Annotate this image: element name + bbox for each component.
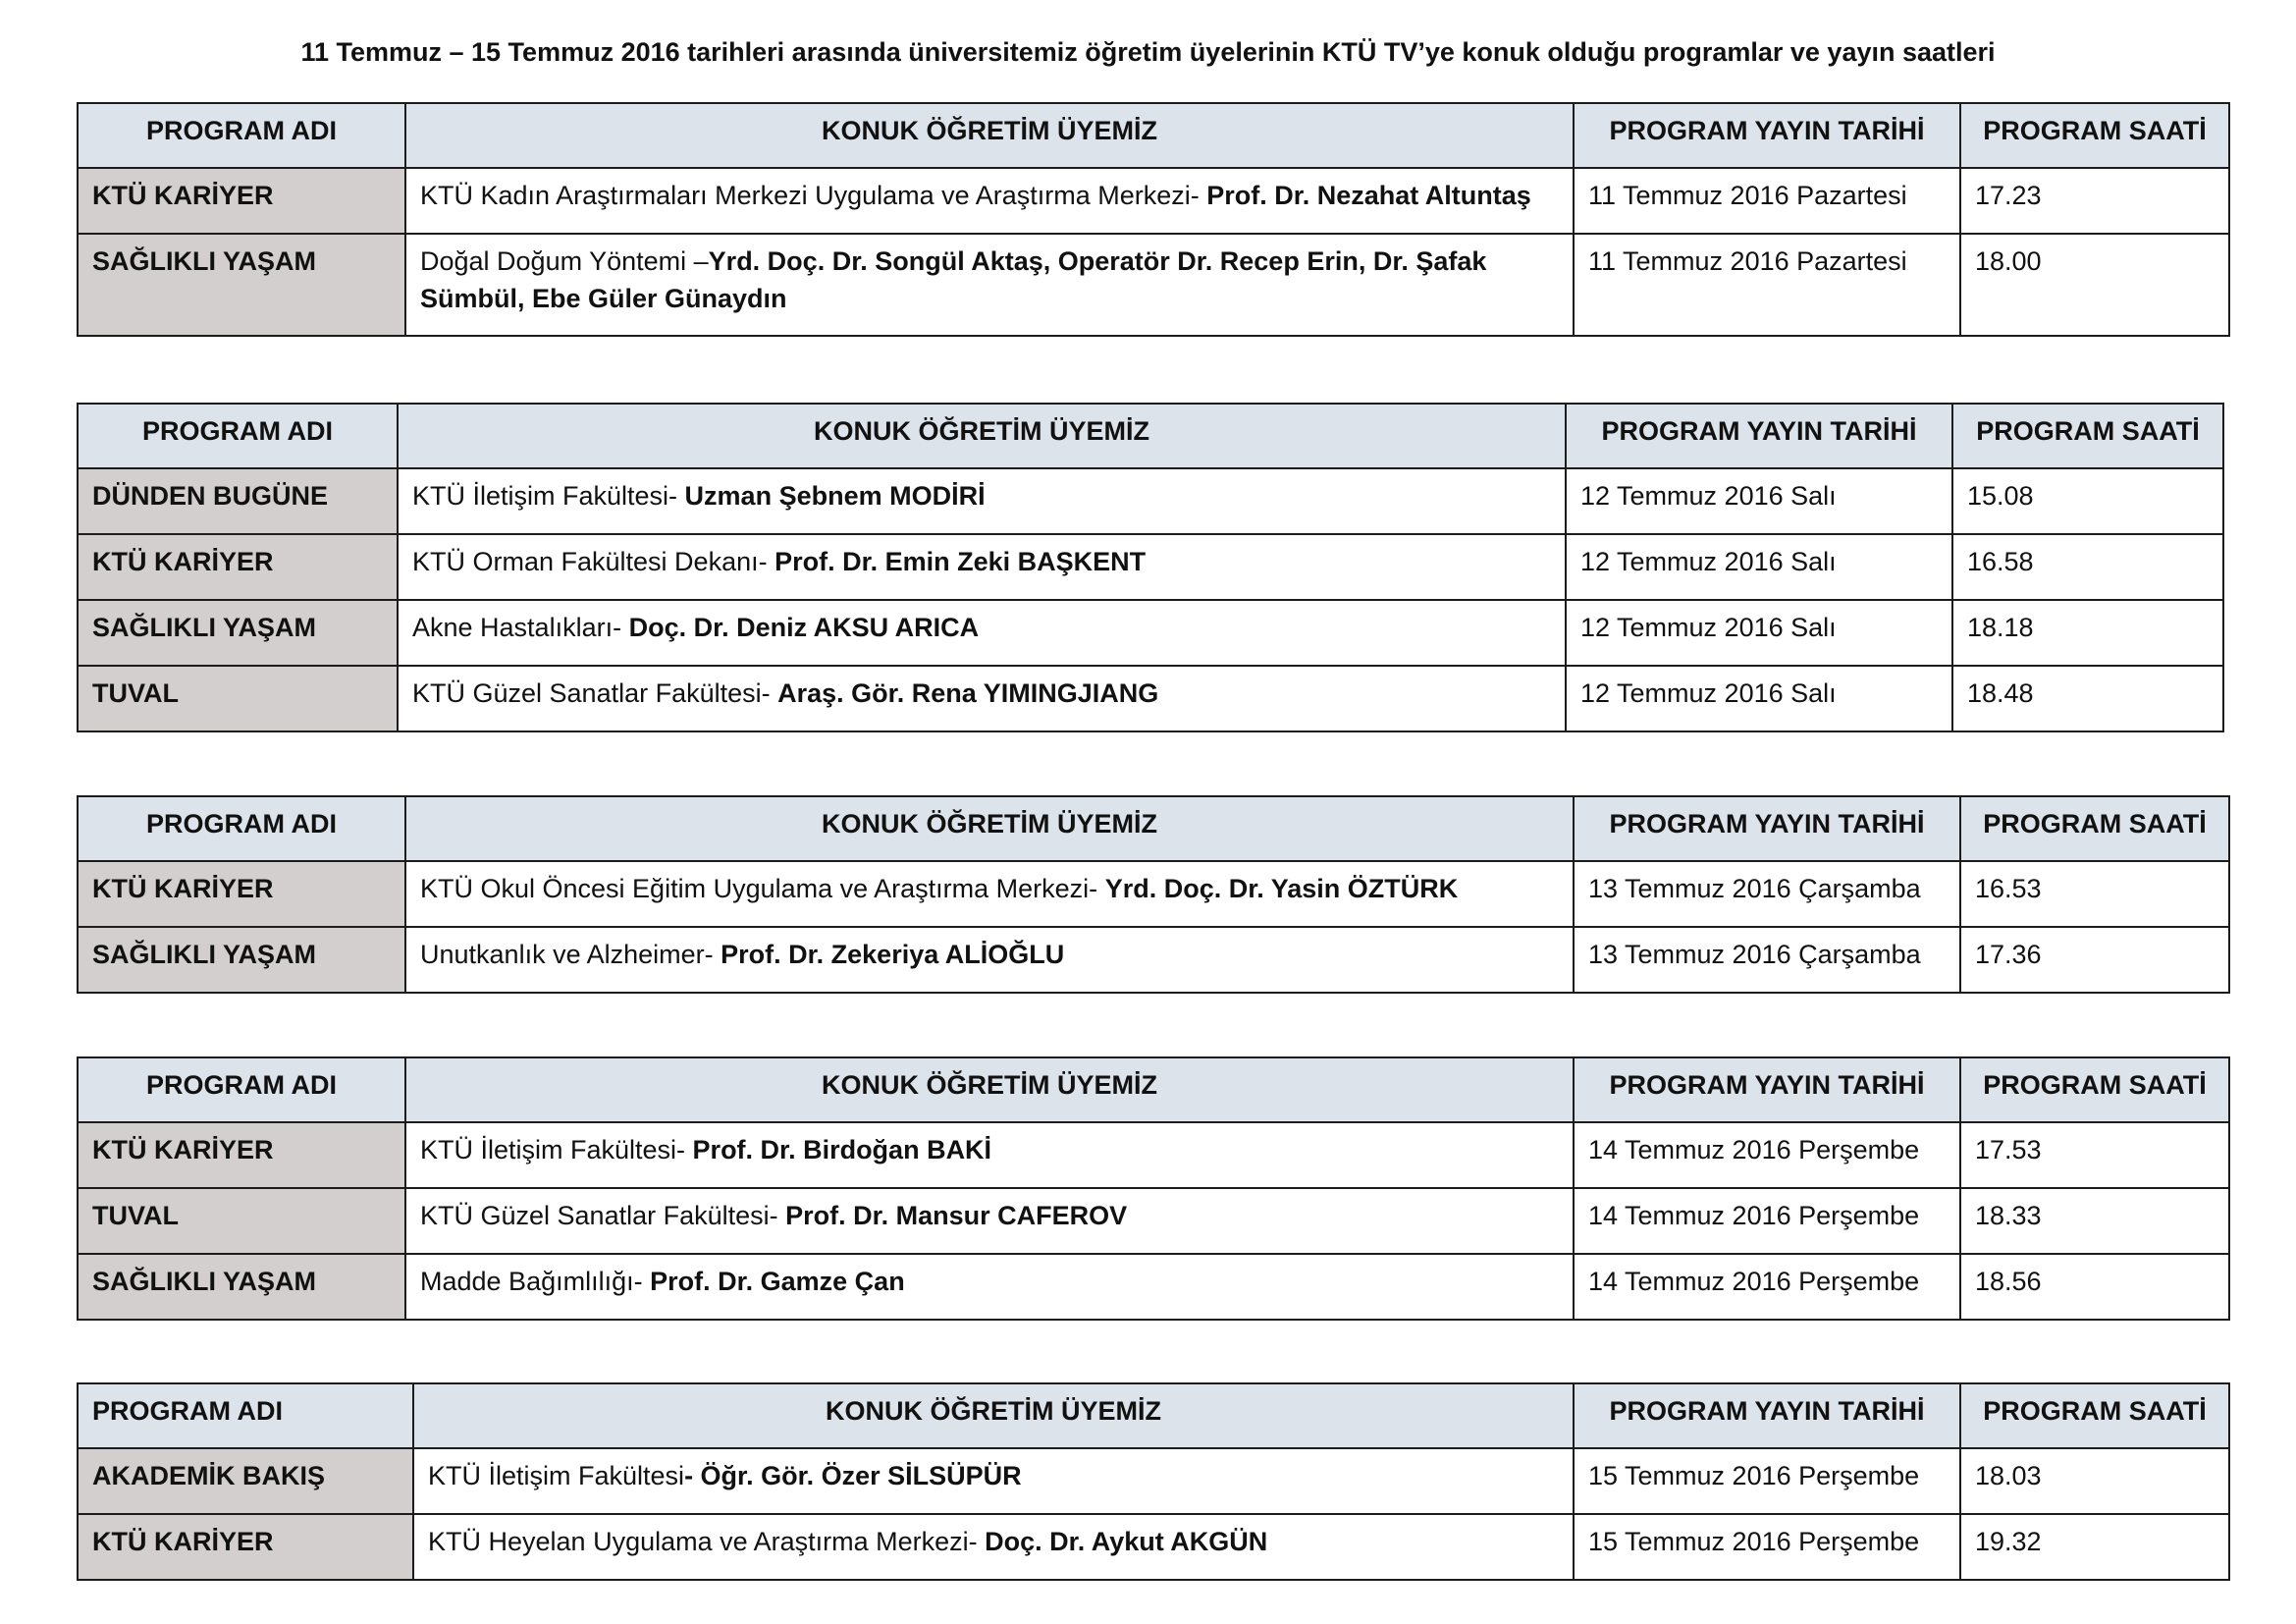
guest-cell	[413, 1448, 1574, 1514]
guest-name: Prof. Dr. Mansur CAFEROV	[785, 1201, 1128, 1230]
broadcast-date: 14 Temmuz 2016 Perşembe	[1574, 1188, 1960, 1254]
broadcast-time: 18.03	[1960, 1448, 2229, 1514]
broadcast-date: 14 Temmuz 2016 Perşembe	[1574, 1122, 1960, 1188]
broadcast-time: 18.18	[1952, 600, 2223, 666]
broadcast-date: 12 Temmuz 2016 Salı	[1566, 666, 1952, 731]
broadcast-date: 12 Temmuz 2016 Salı	[1566, 600, 1952, 666]
broadcast-date: 12 Temmuz 2016 Salı	[1566, 534, 1952, 600]
program-name: DÜNDEN BUGÜNE	[78, 468, 398, 534]
guest-name: - Öğr. Gör. Özer SİLSÜPÜR	[684, 1461, 1022, 1490]
program-name: AKADEMİK BAKIŞ	[78, 1448, 413, 1514]
header-date: PROGRAM YAYIN TARİHİ	[1574, 103, 1960, 168]
guest-affiliation: KTÜ Güzel Sanatlar Fakültesi-	[420, 1201, 786, 1230]
broadcast-time: 18.33	[1960, 1188, 2229, 1254]
table-row	[78, 468, 2223, 534]
header-guest: KONUK ÖĞRETİM ÜYEMİZ	[398, 404, 1566, 468]
guest-affiliation: KTÜ Orman Fakültesi Dekanı-	[412, 547, 775, 576]
schedule-table-5	[77, 1382, 2230, 1581]
guest-affiliation: KTÜ Heyelan Uygulama ve Araştırma Merkezi-	[428, 1527, 986, 1556]
guest-name: Doç. Dr. Deniz AKSU ARICA	[628, 613, 980, 642]
broadcast-date: 15 Temmuz 2016 Perşembe	[1574, 1514, 1960, 1580]
guest-name: Prof. Dr. Gamze Çan	[650, 1267, 905, 1296]
guest-cell	[405, 1254, 1574, 1320]
guest-affiliation: KTÜ Kadın Araştırmaları Merkezi Uygulama ve Araştırma Merkezi-	[420, 181, 1207, 210]
guest-name: Uzman Şebnem MODİRİ	[684, 481, 986, 511]
header-time: PROGRAM SAATİ	[1960, 796, 2229, 861]
guest-name: Doç. Dr. Aykut AKGÜN	[985, 1527, 1268, 1556]
header-date: PROGRAM YAYIN TARİHİ	[1574, 1057, 1960, 1122]
header-date: PROGRAM YAYIN TARİHİ	[1574, 1383, 1960, 1448]
schedule-table-1	[77, 102, 2230, 337]
guest-affiliation: KTÜ İletişim Fakültesi-	[420, 1135, 693, 1164]
header-row	[78, 103, 2229, 168]
broadcast-date: 13 Temmuz 2016 Çarşamba	[1574, 927, 1960, 993]
header-date: PROGRAM YAYIN TARİHİ	[1574, 796, 1960, 861]
broadcast-time: 17.36	[1960, 927, 2229, 993]
guest-affiliation: Madde Bağımlılığı-	[420, 1267, 651, 1296]
guest-cell	[405, 168, 1574, 234]
guest-name: Prof. Dr. Nezahat Altuntaş	[1206, 181, 1531, 210]
table-row	[78, 534, 2223, 600]
broadcast-time: 17.53	[1960, 1122, 2229, 1188]
broadcast-time: 18.00	[1960, 234, 2229, 336]
table-row	[78, 1254, 2229, 1320]
table-row	[78, 600, 2223, 666]
program-name: TUVAL	[78, 666, 398, 731]
guest-name: Prof. Dr. Emin Zeki BAŞKENT	[774, 547, 1147, 576]
guest-affiliation: KTÜ İletişim Fakültesi	[428, 1461, 685, 1490]
guest-cell	[398, 666, 1566, 731]
header-program: PROGRAM ADI	[78, 103, 405, 168]
program-name: SAĞLIKLI YAŞAM	[78, 1254, 405, 1320]
header-row	[78, 1057, 2229, 1122]
schedule-table-2	[77, 403, 2224, 732]
guest-affiliation: Doğal Doğum Yöntemi –	[420, 246, 709, 276]
guest-name: Prof. Dr. Zekeriya ALİOĞLU	[721, 940, 1065, 969]
broadcast-time: 18.48	[1952, 666, 2223, 731]
guest-name: Yrd. Doç. Dr. Songül Aktaş, Operatör Dr. Recep Erin, Dr. Şafak Sümbül, Ebe Güler Günaydın	[420, 246, 1487, 313]
schedule-table-3	[77, 795, 2230, 994]
program-name: TUVAL	[78, 1188, 405, 1254]
schedule-table-4	[77, 1056, 2230, 1321]
program-name: SAĞLIKLI YAŞAM	[78, 927, 405, 993]
broadcast-time: 18.56	[1960, 1254, 2229, 1320]
header-time: PROGRAM SAATİ	[1960, 1057, 2229, 1122]
guest-affiliation: KTÜ İletişim Fakültesi-	[412, 481, 685, 511]
broadcast-date: 11 Temmuz 2016 Pazartesi	[1574, 168, 1960, 234]
guest-cell	[405, 234, 1574, 336]
header-program: PROGRAM ADI	[78, 1057, 405, 1122]
header-row	[78, 1383, 2229, 1448]
program-name: KTÜ KARİYER	[78, 861, 405, 927]
broadcast-date: 15 Temmuz 2016 Perşembe	[1574, 1448, 1960, 1514]
table-row	[78, 1188, 2229, 1254]
header-guest: KONUK ÖĞRETİM ÜYEMİZ	[405, 796, 1574, 861]
table-row	[78, 168, 2229, 234]
page-title: 11 Temmuz – 15 Temmuz 2016 tarihleri arasında üniversitemiz öğretim üyelerinin KTÜ TV’ye konuk olduğu programlar ve yayın saatleri	[300, 37, 1996, 67]
guest-cell	[398, 468, 1566, 534]
broadcast-time: 15.08	[1952, 468, 2223, 534]
broadcast-time: 19.32	[1960, 1514, 2229, 1580]
table-row	[78, 861, 2229, 927]
header-program: PROGRAM ADI	[78, 404, 398, 468]
guest-affiliation: Unutkanlık ve Alzheimer-	[420, 940, 721, 969]
header-guest: KONUK ÖĞRETİM ÜYEMİZ	[413, 1383, 1574, 1448]
broadcast-date: 14 Temmuz 2016 Perşembe	[1574, 1254, 1960, 1320]
program-name: KTÜ KARİYER	[78, 1122, 405, 1188]
program-name: SAĞLIKLI YAŞAM	[78, 600, 398, 666]
table-row	[78, 1514, 2229, 1580]
table-row	[78, 1122, 2229, 1188]
guest-affiliation: Akne Hastalıkları-	[412, 613, 629, 642]
header-guest: KONUK ÖĞRETİM ÜYEMİZ	[405, 1057, 1574, 1122]
broadcast-date: 13 Temmuz 2016 Çarşamba	[1574, 861, 1960, 927]
guest-cell	[405, 1188, 1574, 1254]
broadcast-time: 16.53	[1960, 861, 2229, 927]
guest-cell	[398, 600, 1566, 666]
header-time: PROGRAM SAATİ	[1952, 404, 2223, 468]
guest-cell	[405, 861, 1574, 927]
header-guest: KONUK ÖĞRETİM ÜYEMİZ	[405, 103, 1574, 168]
table-row	[78, 927, 2229, 993]
table-row	[78, 1448, 2229, 1514]
broadcast-date: 12 Temmuz 2016 Salı	[1566, 468, 1952, 534]
table-row	[78, 234, 2229, 336]
header-program: PROGRAM ADI	[78, 796, 405, 861]
header-program: PROGRAM ADI	[78, 1383, 413, 1448]
broadcast-time: 17.23	[1960, 168, 2229, 234]
header-time: PROGRAM SAATİ	[1960, 103, 2229, 168]
guest-name: Araş. Gör. Rena YIMINGJIANG	[777, 678, 1159, 708]
program-name: SAĞLIKLI YAŞAM	[78, 234, 405, 336]
guest-affiliation: KTÜ Okul Öncesi Eğitim Uygulama ve Araştırma Merkezi-	[420, 874, 1105, 903]
guest-affiliation: KTÜ Güzel Sanatlar Fakültesi-	[412, 678, 778, 708]
guest-cell	[413, 1514, 1574, 1580]
broadcast-date: 11 Temmuz 2016 Pazartesi	[1574, 234, 1960, 336]
program-name: KTÜ KARİYER	[78, 534, 398, 600]
broadcast-time: 16.58	[1952, 534, 2223, 600]
program-name: KTÜ KARİYER	[78, 168, 405, 234]
header-time: PROGRAM SAATİ	[1960, 1383, 2229, 1448]
header-row	[78, 796, 2229, 861]
guest-name: Prof. Dr. Birdoğan BAKİ	[692, 1135, 992, 1164]
guest-name: Yrd. Doç. Dr. Yasin ÖZTÜRK	[1104, 874, 1459, 903]
table-row	[78, 666, 2223, 731]
guest-cell	[405, 927, 1574, 993]
guest-cell	[398, 534, 1566, 600]
guest-cell	[405, 1122, 1574, 1188]
header-date: PROGRAM YAYIN TARİHİ	[1566, 404, 1952, 468]
program-name: KTÜ KARİYER	[78, 1514, 413, 1580]
header-row	[78, 404, 2223, 468]
